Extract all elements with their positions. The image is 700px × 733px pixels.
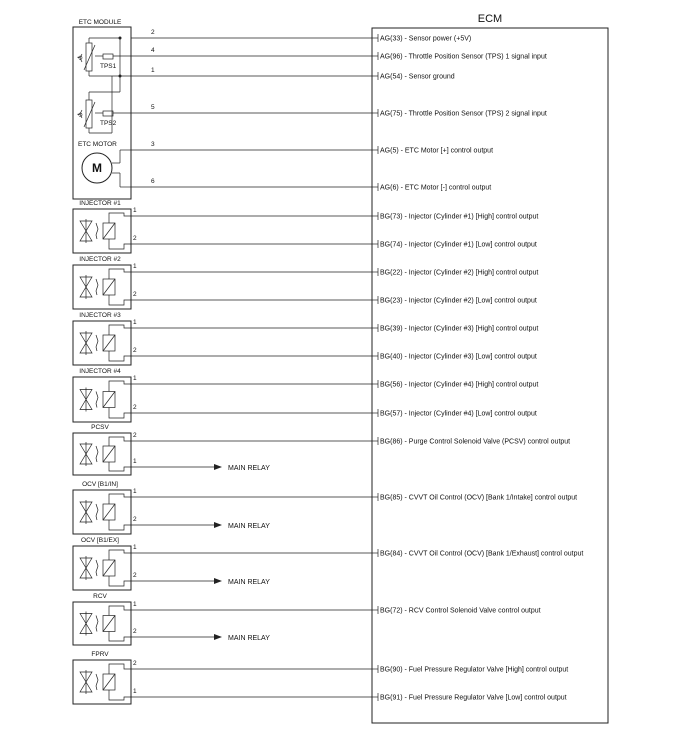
component-title: OCV [B1/IN] xyxy=(82,481,118,488)
component-box xyxy=(73,433,131,475)
ecm-terminal-label: BG(23) - Injector (Cylinder #2) [Low] control output xyxy=(380,297,537,305)
solenoid-valve-icon xyxy=(80,606,131,641)
pin-number: 2 xyxy=(133,572,137,579)
wire-a xyxy=(131,544,583,558)
ecm-terminal-label: AG(96) - Throttle Position Sensor (TPS) 1 signal input xyxy=(380,53,547,61)
etc-pin-number: 3 xyxy=(151,141,155,148)
component-2 xyxy=(73,256,538,309)
solenoid-valve-icon xyxy=(80,213,131,249)
svg-text:⟲: ⟲ xyxy=(77,55,83,62)
solenoid-valve-icon xyxy=(80,269,131,305)
component-box xyxy=(73,321,131,365)
tps2-sensor xyxy=(77,75,131,134)
component-3 xyxy=(73,312,538,365)
ecm-terminal-label: BG(57) - Injector (Cylinder #4) [Low] control output xyxy=(380,410,537,418)
tps1-label: TPS1 xyxy=(100,63,117,70)
pin-number: 2 xyxy=(133,291,137,298)
etc-pin-number: 5 xyxy=(151,104,155,111)
ecm-terminal-label: AG(5) - ETC Motor [+] control output xyxy=(380,147,494,155)
tps2-label: TPS2 xyxy=(100,120,117,127)
wire-a xyxy=(131,432,570,446)
ecm-terminal-label: AG(6) - ETC Motor [-] control output xyxy=(380,184,492,192)
pin-number: 1 xyxy=(133,207,137,214)
component-title: INJECTOR #3 xyxy=(79,312,121,319)
ecm-terminal-label: BG(40) - Injector (Cylinder #3) [Low] control output xyxy=(380,353,537,361)
solenoid-valve-icon xyxy=(80,664,131,700)
wire-a xyxy=(131,319,538,333)
component-title: PCSV xyxy=(91,424,109,431)
component-7 xyxy=(73,537,583,590)
etc-pin-number: 1 xyxy=(151,67,155,74)
wire-b xyxy=(131,291,537,305)
ecm-terminal-label: AG(54) - Sensor ground xyxy=(380,73,455,81)
ecm-terminal-label: BG(85) - CVVT Oil Control (OCV) [Bank 1/Intake] control output xyxy=(380,494,578,502)
pin-number: 1 xyxy=(133,458,137,465)
main-relay-label: MAIN RELAY xyxy=(228,465,270,472)
wire-a xyxy=(131,601,541,615)
etc-pin-number: 6 xyxy=(151,178,155,185)
component-title: FPRV xyxy=(91,651,109,658)
main-relay-label: MAIN RELAY xyxy=(228,635,270,642)
component-box xyxy=(73,546,131,590)
solenoid-valve-icon xyxy=(80,494,131,530)
ecm-terminal-label: BG(90) - Fuel Pressure Regulator Valve [High] control output xyxy=(380,666,569,674)
wire-b xyxy=(131,628,270,642)
etc-wire xyxy=(131,104,547,118)
ecm-terminal-label: BG(84) - CVVT Oil Control (OCV) [Bank 1/Exhaust] control output xyxy=(380,550,584,558)
wire-a xyxy=(131,488,577,502)
pin-number: 1 xyxy=(133,375,137,382)
etc-pin-number: 2 xyxy=(151,29,155,36)
etc-wire xyxy=(131,67,455,81)
etc-wire xyxy=(131,178,491,192)
etc-pin-number: 4 xyxy=(151,47,155,54)
pin-number: 2 xyxy=(133,235,137,242)
component-box xyxy=(73,490,131,534)
component-6 xyxy=(73,481,577,534)
pin-number: 2 xyxy=(133,347,137,354)
ecm-terminal-label: BG(74) - Injector (Cylinder #1) [Low] control output xyxy=(380,241,537,249)
wire-b xyxy=(131,235,537,249)
etc-wire xyxy=(131,141,493,155)
component-title: OCV [B1/EX] xyxy=(81,537,119,544)
component-title: INJECTOR #4 xyxy=(79,368,121,375)
pin-number: 2 xyxy=(133,404,137,411)
ecm-box xyxy=(372,28,608,723)
wire-b xyxy=(131,458,270,472)
component-box xyxy=(73,209,131,253)
pin-number: 2 xyxy=(133,516,137,523)
etc-motor-title: ETC MOTOR xyxy=(78,141,117,148)
solenoid-valve-icon xyxy=(80,325,131,361)
etc-module xyxy=(73,19,547,199)
etc-module-title: ETC MODULE xyxy=(78,19,122,26)
pin-number: 1 xyxy=(133,488,137,495)
solenoid-valve-icon xyxy=(80,550,131,586)
pin-number: 1 xyxy=(133,319,137,326)
pin-number: 1 xyxy=(133,263,137,270)
component-4 xyxy=(73,368,538,422)
component-title: INJECTOR #2 xyxy=(79,256,121,263)
component-box xyxy=(73,660,131,704)
ecm-terminal-label: BG(39) - Injector (Cylinder #3) [High] control output xyxy=(380,325,539,333)
etc-wire xyxy=(131,29,471,43)
wire-a xyxy=(131,375,538,389)
solenoid-valve-icon xyxy=(80,381,131,418)
component-1 xyxy=(73,200,538,253)
wire-b xyxy=(131,347,537,361)
ecm-terminal-label: BG(86) - Purge Control Solenoid Valve (PCSV) control output xyxy=(380,438,571,446)
ecm-title: ECM xyxy=(477,13,503,25)
wire-a xyxy=(131,207,538,221)
ecm-terminal-label: BG(56) - Injector (Cylinder #4) [High] control output xyxy=(380,381,539,389)
wire-b xyxy=(131,516,270,530)
pin-number: 2 xyxy=(133,432,137,439)
component-5 xyxy=(73,424,570,475)
component-title: RCV xyxy=(93,593,107,600)
component-box xyxy=(73,602,131,645)
etc-wire xyxy=(131,47,547,61)
wire-a xyxy=(131,263,538,277)
component-title: INJECTOR #1 xyxy=(79,200,121,207)
tps1-sensor xyxy=(77,37,131,93)
component-8 xyxy=(73,593,541,645)
ecm-terminal-label: BG(91) - Fuel Pressure Regulator Valve [Low] control output xyxy=(380,694,567,702)
etc-motor xyxy=(78,141,131,187)
ecm-terminal-label: BG(22) - Injector (Cylinder #2) [High] control output xyxy=(380,269,539,277)
pin-number: 1 xyxy=(133,544,137,551)
component-box xyxy=(73,265,131,309)
main-relay-label: MAIN RELAY xyxy=(228,579,270,586)
ecm-terminal-label: AG(33) - Sensor power (+5V) xyxy=(380,35,472,43)
ecm-terminal-label: AG(75) - Throttle Position Sensor (TPS) 2 signal input xyxy=(380,110,547,118)
wire-a xyxy=(131,660,568,674)
component-9 xyxy=(73,651,568,704)
component-box xyxy=(73,377,131,422)
ecm-block xyxy=(372,13,608,723)
pin-number: 2 xyxy=(133,628,137,635)
ecm-terminal-label: BG(72) - RCV Control Solenoid Valve control output xyxy=(380,607,541,615)
wire-b xyxy=(131,688,567,702)
solenoid-valve-icon xyxy=(80,437,131,471)
pin-number: 1 xyxy=(133,688,137,695)
main-relay-label: MAIN RELAY xyxy=(228,523,270,530)
etc-motor-symbol: M xyxy=(92,161,102,175)
svg-text:⟲: ⟲ xyxy=(77,112,83,119)
wire-b xyxy=(131,404,537,418)
solenoid-components xyxy=(73,200,583,704)
wire-b xyxy=(131,572,270,586)
ecm-terminal-label: BG(73) - Injector (Cylinder #1) [High] control output xyxy=(380,213,539,221)
pin-number: 1 xyxy=(133,601,137,608)
pin-number: 2 xyxy=(133,660,137,667)
